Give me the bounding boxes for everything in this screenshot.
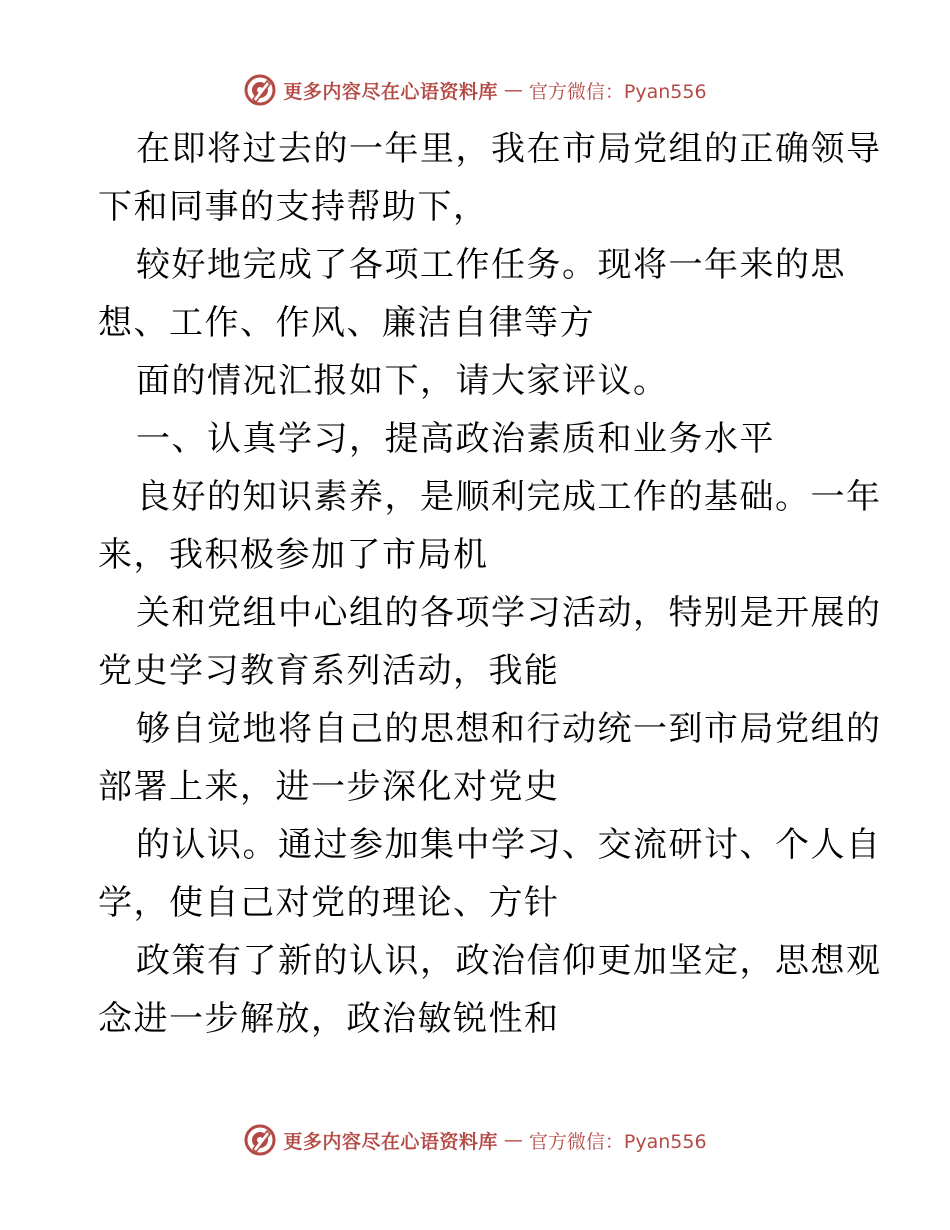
text-line: 党史学习教育系列活动，我能	[98, 651, 560, 691]
banner-dash: —	[503, 79, 523, 101]
text-line: 关和党组中心组的各项学习活动，特别是开展的	[136, 593, 882, 633]
text-line: 够自觉地将自己的思想和行动统一到市局党组的	[136, 709, 882, 749]
text-line: 良好的知识素养，是顺利完成工作的基础。一年	[136, 477, 882, 517]
text-line: 想、工作、作风、廉洁自律等方	[98, 303, 595, 343]
text-line: 来，我积极参加了市局机	[98, 535, 489, 575]
banner-wechat: 官方微信：Pyan556	[528, 1130, 707, 1153]
header-banner	[0, 70, 950, 110]
text-line: 政策有了新的认识，政治信仰更加坚定，思想观	[136, 941, 882, 981]
section-heading: 一、认真学习，提高政治素质和业务水平	[136, 419, 775, 459]
text-line: 面的情况汇报如下，请大家评议。	[136, 361, 669, 401]
footer-banner	[0, 1120, 950, 1160]
banner-wechat: 官方微信：Pyan556	[528, 80, 707, 103]
banner-title: 更多内容尽在心语资料库	[283, 80, 498, 103]
logo-icon	[243, 73, 277, 107]
logo-icon	[243, 1123, 277, 1157]
text-line: 部署上来，进一步深化对党史	[98, 767, 560, 807]
text-line: 念进一步解放，政治敏锐性和	[98, 999, 560, 1039]
text-line: 在即将过去的一年里，我在市局党组的正确领导	[136, 129, 882, 169]
text-line: 下和同事的支持帮助下，	[98, 187, 489, 227]
banner-dash: —	[503, 1129, 523, 1151]
text-line: 的认识。通过参加集中学习、交流研讨、个人自	[136, 825, 882, 865]
text-line: 学，使自己对党的理论、方针	[98, 883, 560, 923]
document-body	[98, 120, 882, 1048]
banner-title: 更多内容尽在心语资料库	[283, 1130, 498, 1153]
text-line: 较好地完成了各项工作任务。现将一年来的思	[136, 245, 846, 285]
